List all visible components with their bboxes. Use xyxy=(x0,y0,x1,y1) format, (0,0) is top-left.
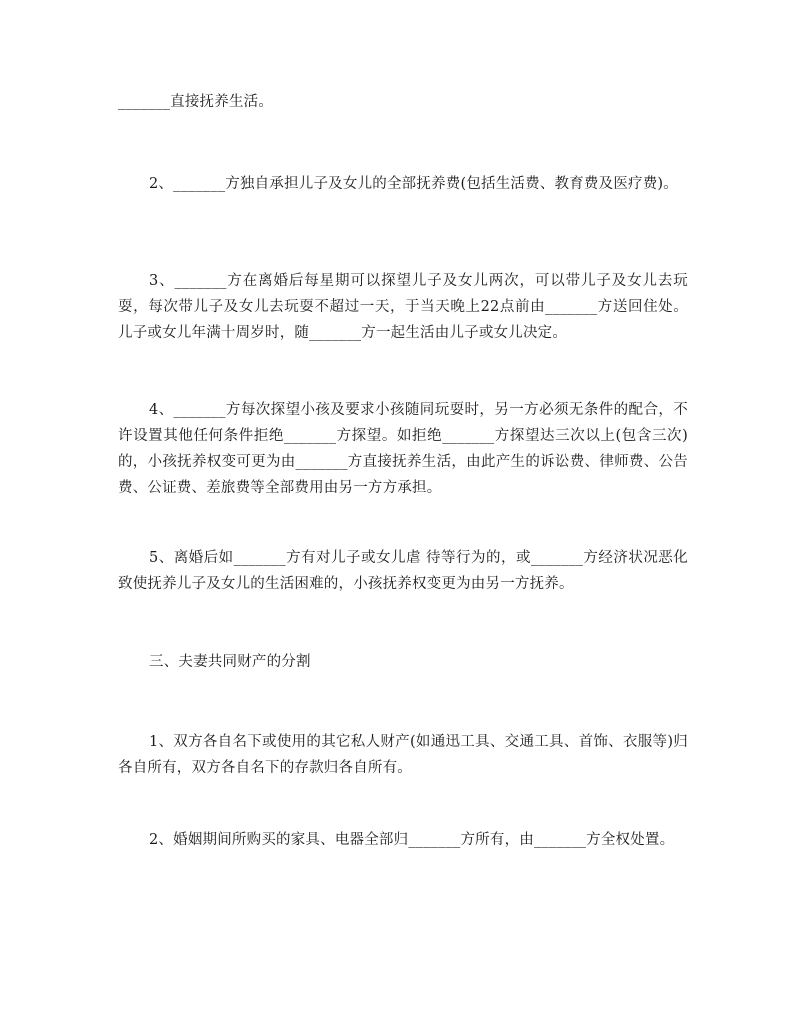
paragraph-personal-property: 1、双方各自名下或使用的其它私人财产(如通迅工具、交通工具、首饰、衣服等)归各自所有，双方各自名下的存款归各自所有。 xyxy=(118,734,688,776)
paragraph-custody-change: 5、离婚后如_______方有对儿子或女儿虐 待等行为的，或_______方经济状况恶化致使抚养儿子及女儿的生活困难的，小孩抚养权变更为由另一方抚养。 xyxy=(118,550,688,592)
paragraph-visitation-rights: 3、_______方在离婚后每星期可以探望儿子及女儿两次，可以带儿子及女儿去玩耍，每次带儿子及女儿去玩耍不超过一天，于当天晚上22点前由_______方送回住处。儿子或女儿年满十周岁时，随_______方一起生活由儿子或女儿决定。 xyxy=(118,273,688,341)
section-heading-property-division: 三、夫妻共同财产的分割 xyxy=(149,654,311,670)
paragraph-visitation-cooperation: 4、_______方每次探望小孩及要求小孩随同玩耍时，另一方必须无条件的配合，不许设置其他任何条件拒绝_______方探望。如拒绝_______方探望达三次以上(包含三次)的，小孩抚养权变可更为由_______方直接抚养生活，由此产生的诉讼费、律师费、公告费、公证费、差旅费等全部费用由另一方方承担。 xyxy=(118,402,688,496)
paragraph-child-support: 2、_______方独自承担儿子及女儿的全部抚养费(包括生活费、教育费及医疗费)。 xyxy=(149,176,678,192)
paragraph-furniture-appliances: 2、婚姻期间所购买的家具、电器全部归_______方所有，由_______方全权处置。 xyxy=(149,832,675,848)
paragraph-custody-continuation: _______直接抚养生活。 xyxy=(118,94,274,110)
